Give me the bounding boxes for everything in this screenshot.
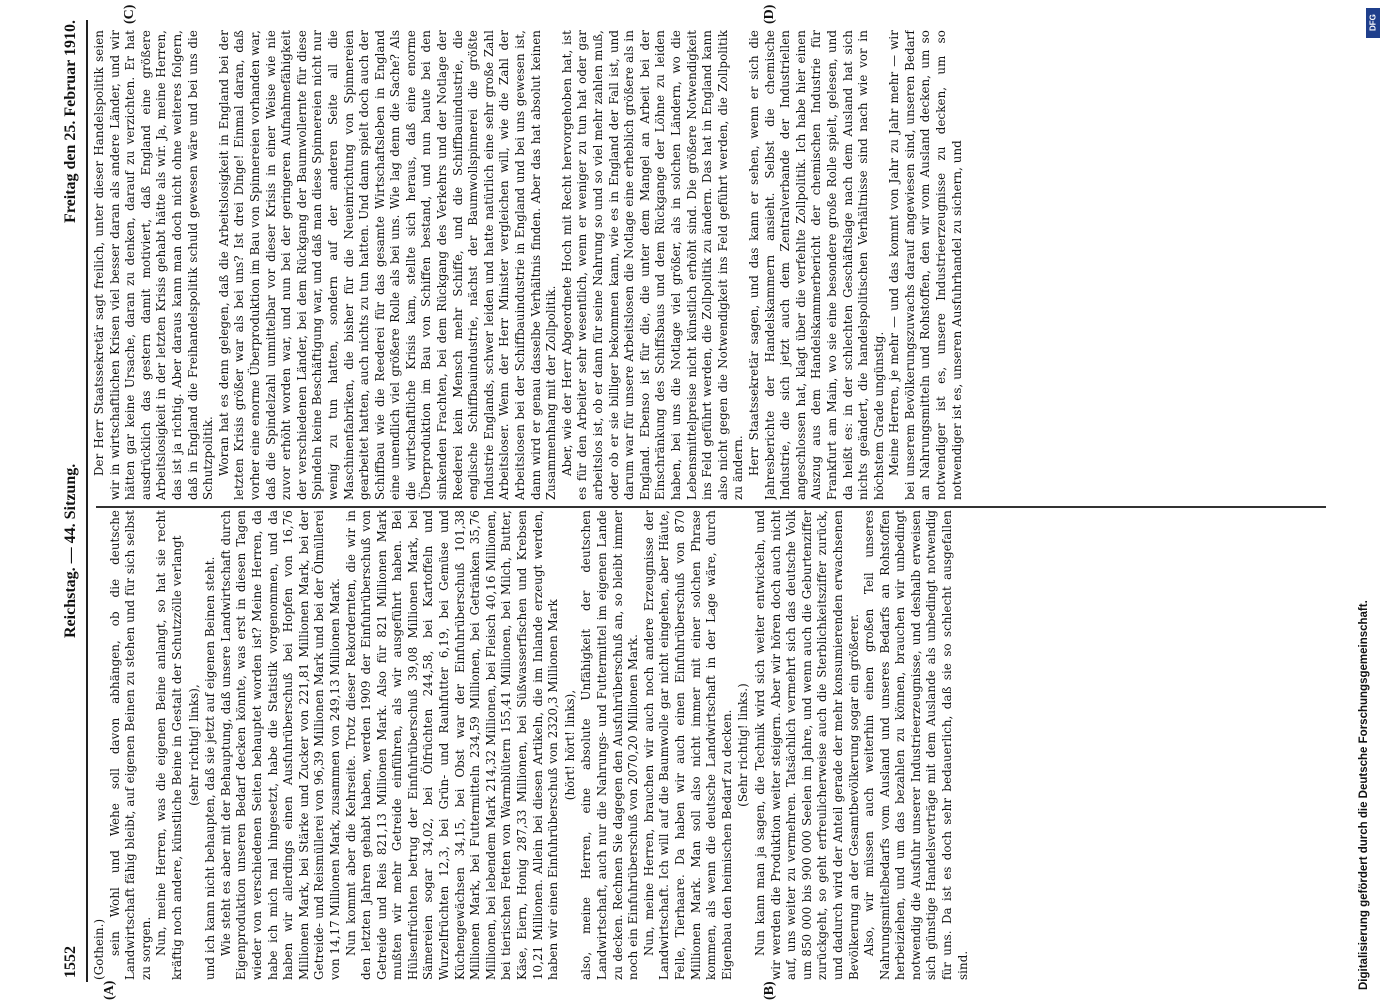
margin-marker-b: (B) (762, 981, 777, 1000)
left-column (92, 510, 1332, 980)
paragraph: Herr Staatssekretär sagen, und das kann er sehen, wenn er sich die Jahresberichte der Handelskammern ansieht. Selbst die chemische Industrie, die sich jetzt auch dem Zentralverbande der Industriellen angeschlossen hat, klagt über die verfehlte Zollpolitik. Ich habe hier einen Auszug aus dem Handelskammerbericht der chemischen Industrie für Frankfurt am Main, wo sie eine besondere große Rolle spielt, gelesen, und da heißt es: in der schlechten Geschäftslage nach dem Ausland hat sich nichts geändert, die handelspolitischen Verhältnisse sind nach wie vor in höchstem Grade ungünstig. (746, 30, 886, 500)
page-number: 1552 (62, 946, 79, 978)
paragraph: Der Herr Staatssekretär sagt freilich, unter dieser Handelspolitik seien wir in wirtschaftlichen Krisen viel besser daran als andere Länder, und wir hätten gar keine Ursache, daran zu denken, darauf zu verzichten. Er hat ausdrücklich das gestern damit motiviert, daß England eine größere Arbeitslosigkeit in der letzten Krisis gehabt hätte als wir. Ja, meine Herren, das ist ja richtig. Aber daraus kann man doch nicht ohne weiteres folgern, daß in England die Freihandelspolitik schuld gewesen wäre und bei uns die Schutzpolitik. (92, 30, 216, 500)
margin-marker-d: (D) (762, 4, 777, 24)
paragraph: Nun, meine Herren, was die eigenen Beine anlangt, so hat sie recht kräftig noch andere, künstliche Beine in Gestalt der Schutzzölle verlangt (154, 510, 184, 980)
page-header (62, 20, 84, 978)
paragraph: Nun, meine Herren, brauchen wir auch noch andere Erzeugnisse der Landwirtschaft. Ich will auf die Baumwolle gar nicht eingehen, aber Häute, Felle, Tierhaare. Da haben wir auch einen Einfuhrüberschuß von 870 Millionen Mark. Man soll also nicht immer mit einer solchen Phrase kommen, als wenn die deutsche Landwirtschaft in der Lage wäre, durch Eigenbau den heimischen Bedarf zu decken. (641, 510, 734, 980)
interjection: (sehr richtig! links), (186, 684, 201, 806)
paragraph: Aber, wie der Herr Abgeordnete Hoch mit Recht hervorgehoben hat, ist es für den Arbeiter sehr wesentlich, wenn er weniger zu tun hat oder gar arbeitslos ist, ob er dann für seine Nahrung so und so viel mehr zahlen muß, oder ob er sie billiger bekommen kann, wie es in England der Fall ist, und darum war für unsere Arbeitslosen die Notlage eine erheblich größere als in England. Ebenso ist für die, die unter dem Mangel an Arbeit bei der Einschränkung des Schiffsbaus und dem Rückgange der Löhne zu leiden haben, bei uns die Notlage viel größer, als in solchen Ländern, wo die Lebensmittelpreise nicht künstlich erhöht sind. Die größere Notwendigkeit ins Feld geführt werden, die Zollpolitik zu ändern. Das hat in England kann also nicht gegen die Notwendigkeit ins Feld geführt werden, die Zollpolitik zu ändern. (559, 30, 746, 500)
paragraph: Nun kommt aber die Kehrseite. Trotz dieser Rekordernten, die wir in den letzten Jahren gehabt haben, werden 1909 der Einfuhrüberschuß von Getreide und Reis 821,13 Millionen Mark. Also für 821 Millionen Mark mußten wir mehr Getreide einführen, als wir ausgeführt haben. Bei Hülsenfrüchten betrug der Einfuhrüberschuß 39,08 Millionen Mark, bei Sämereien sogar 34,02, bei Ölfrüchten 244,58, bei Kartoffeln und Wurzelfrüchten 12,3, bei Grün- und Rauhfutter 6,19, bei Gemüse und Küchengewächsen 34,15, bei Obst war der Einfuhrüberschuß 101,38 Millionen Mark, bei Futtermitteln 234,59 Millionen, bei Getränken 35,76 Millionen, bei lebendem Mark 214,32 Millionen, bei Fleisch 40,16 Millionen, bei tierischen Fetten von Warmblütern 155,41 Millionen, bei Milch, Butter, Käse, Eiern, Honig 287,33 Millionen, bei Süßwasserfischen und Krebsen 10,21 Millionen. Allein bei diesen Artikeln, die im Inlande erzeugt werden, haben wir einen Einfuhrüberschuß von 2320,3 Millionen Mark (343, 510, 561, 980)
margin-marker-a: (A) (102, 980, 117, 1000)
paragraph: also, meine Herren, eine absolute Unfähigkeit der deutschen Landwirtschaft, auch nur die Nahrungs- und Futtermittel im eigenen Lande zu decken. Rechnen Sie dagegen den Ausfuhrüberschuß an, so bleibt immer noch ein Einfuhrüberschuß von 2070,20 Millionen Mark. (579, 510, 641, 980)
digitization-note-text: Digitalisierung gefördert durch die Deutsche Forschungsgemeinschaft. (1358, 600, 1370, 990)
column-divider (96, 507, 1326, 509)
interjection: (hört! hört! links), (562, 689, 577, 801)
digitization-note (1352, 10, 1380, 990)
paragraph: und ich kann nicht behaupten, daß sie jetzt auf eigenen Beinen steht. (203, 556, 218, 980)
paragraph: Woran hat es denn gelegen, daß die Arbeitslosigkeit in England bei der letzten Krisis größer war als bei uns? Ist drei Dinge! Einmal daran, daß vorher eine enorme Überproduktion im Bau von Spinnereien vorhanden war, daß die Spindelzahl unmittelbar vor dieser Krisis in einer Weise wie nie zuvor erhöht worden war, und nun bei der geringeren Aufnahmefähigkeit der verschiedenen Länder, bei dem Rückgang der Baumwollernte für diese Spindeln keine Beschäftigung war, und daß man diese Spinnereien nicht nur wenig zu tun hatten, sondern auf der anderen Seite all die Maschinenfabriken, die bisher für die Neueinrichtung von Spinnereien gearbeitet hatten, auch nichts zu tun hatten. Und dann spielt doch auch der Schiffbau wie die Reederei für das gesamte Wirtschaftsleben in England eine unendlich viel größere Rolle als bei uns. Wie lag denn die Sache? Als die wirtschaftliche Krisis kam, stellte sich heraus, daß eine enorme Überproduktion im Bau von Schiffen bestand, und nun baute bei den sinkenden Frachten, bei dem Rückgang des Verkehrs und der Notlage der Reederei kein Mensch mehr Schiffe, und die Schiffbauindustrie, die englische Schiffbauindustrie, nächst der Baumwollspinnerei die größte Industrie Englands, schwer leiden und hatte natürlich eine sehr große Zahl Arbeitsloser. Wenn der Herr Minister vergleichen will, wie die Zahl der Arbeitslosen bei der Schiffbauindustrie in England und bei uns gewesen ist, dann wird er genau dasselbe Verhältnis finden. Aber das hat absolut keinen Zusammenhang mit der Zollpolitik. (216, 30, 559, 500)
header-rule (86, 20, 88, 982)
interjection: (Sehr richtig! links.) (736, 683, 751, 807)
margin-marker-c: (C) (122, 4, 137, 24)
paragraph: Wie steht es aber mit der Behauptung, daß unsere Landwirtschaft durch Eigenproduktion unseren Bedarf decken könnte, was erst in diesen Tagen wieder von verschiedenen Seiten behauptet worden ist? Meine Herren, da habe ich mich mal hingesetzt, habe die Statistik vorgenommen, und da haben wir allerdings einen Ausfuhrüberschuß bei Hopfen von 16,76 Millionen Mark, bei Stärke und Zucker von 221,81 Millionen Mark, bei der Getreide- und Reismüllerei von 96,39 Millionen Mark und bei der Ölmüllerei von 14,17 Millionen Mark, zusammen von 249,13 Millionen Mark. (218, 510, 342, 980)
paragraph: Nun kann man ja sagen, die Technik wird sich weiter entwickeln, und wir werden die Produktion weiter steigern. Aber wir hören doch auch nicht auf, uns weiter zu vermehren. Tatsächlich vermehrt sich das deutsche Volk um 850 000 bis 900 000 Seelen im Jahre, und wenn auch die Geburtenziffer zurückgeht, so geht erfreulicherweise auch die Sterblichkeitsziffer zurück, und dadurch wird der Anteil gerade der mehr konsumierenden erwachsenen Bevölkerung an der Gesamtbevölkerung sogar ein größerer. (752, 510, 861, 980)
dfg-logo: DFG (1366, 8, 1380, 38)
header-date: Freitag den 25. Februar 1910. (62, 20, 79, 223)
paragraph: sein Wohl und Wehe soll davon abhängen, ob die deutsche Landwirtschaft fähig bleibt, auf eigenen Beinen zu stehen und für sich selbst zu sorgen. (107, 510, 153, 980)
rotated-page-content (62, 0, 1362, 1000)
paragraph: Also, wir müssen auch weiterhin einen großen Teil unseres Nahrungsmittelbedarfs vom Ausland und unseres Bedarfs an Rohstoffen herbeiziehen, und um das bezahlen zu können, brauchen wir unbedingt notwendig die Ausfuhr unserer Industrieerzeugnisse, und deshalb erweisen sich günstige Handelsverträge mit dem Auslande als unbedingt notwendig für uns. Da ist es doch sehr bedauerlich, daß sie so schlecht ausgefallen sind. (862, 510, 970, 980)
paragraph: (Gothein.) (92, 918, 106, 980)
header-title: Reichstag. — 44. Sitzung. (62, 463, 79, 638)
paragraph: Meine Herren, je mehr — und das kommt von Jahr zu Jahr mehr — wir bei unserem Bevölkerungszuwachs darauf angewiesen sind, unseren Bedarf an Nahrungsmitteln und Rohstoffen, den wir vom Ausland decken, um so notwendiger ist es, unsere Industrieerzeugnisse zu decken, um so notwendiger ist es, unseren Ausfuhrhandel zu sichern, und (887, 30, 964, 500)
right-column (92, 30, 1332, 500)
